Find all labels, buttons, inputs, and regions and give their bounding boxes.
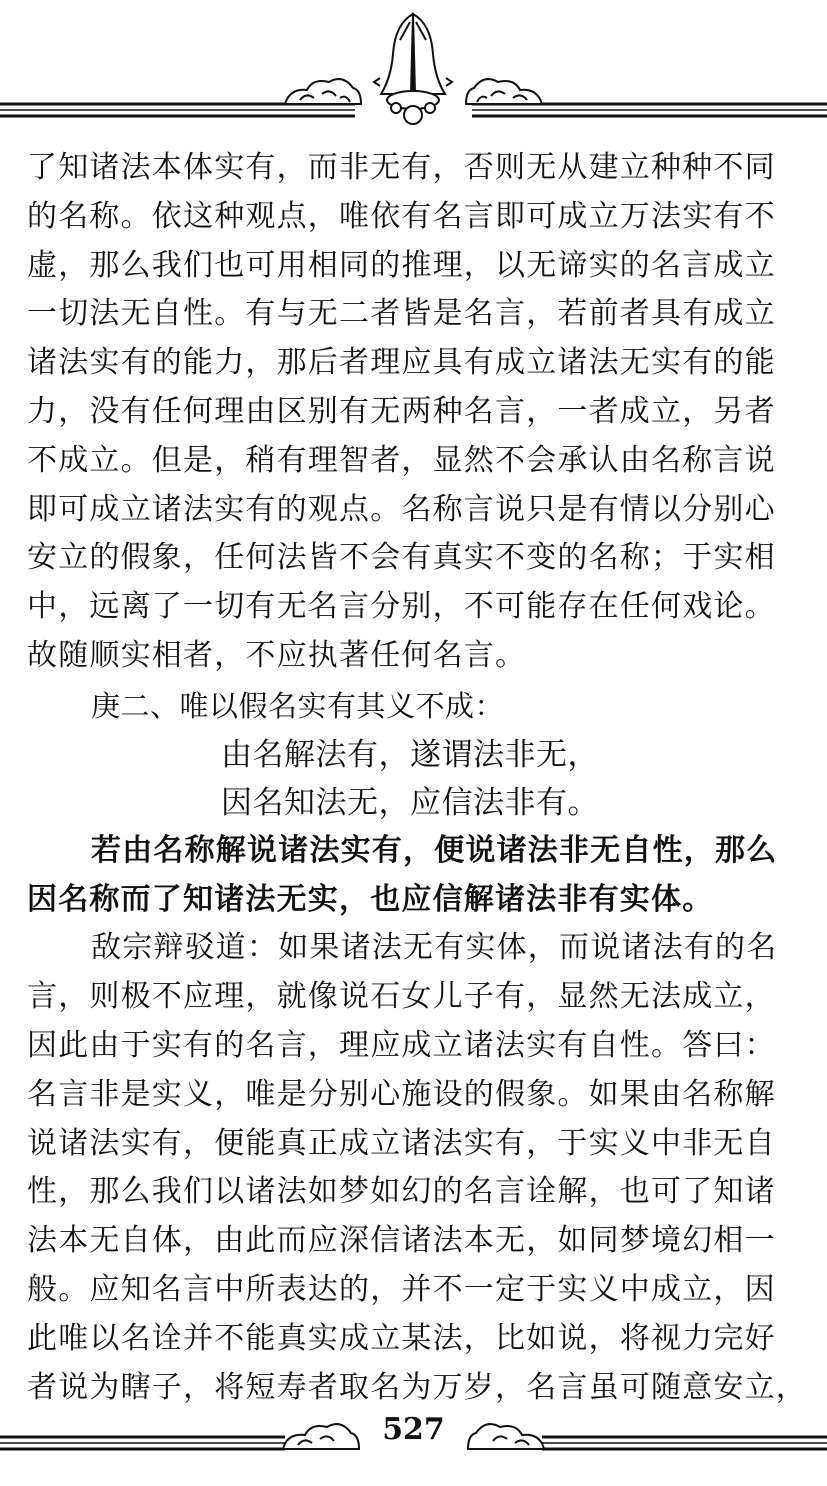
cloud-scroll-left-icon bbox=[285, 79, 361, 104]
verse-line: 由名解法有，遂谓法非无， bbox=[221, 736, 599, 773]
text-line: 性，那么我们以诸法如梦如幻的名言诠解，也可了知诸 bbox=[27, 1174, 776, 1210]
text-line: 的名称。依这种观点，唯依有名言即可成立万法实有不 bbox=[27, 198, 776, 234]
text-line: 言，则极不应理，就像说石女儿子有，显然无法成立， bbox=[27, 979, 776, 1015]
text-line: 诸法实有的能力，那后者理应具有成立诸法无实有的能 bbox=[27, 345, 776, 381]
text-line: 法本无自体，由此而应深信诸法本无，如同梦境幻相一 bbox=[27, 1223, 776, 1259]
paragraph-1 bbox=[27, 144, 817, 681]
header-ornament bbox=[0, 0, 827, 140]
text-line: 了知诸法本体实有，而非无有，否则无从建立种种不同 bbox=[27, 150, 776, 185]
text-line: 一切法无自性。有与无二者皆是名言，若前者具有成立 bbox=[27, 296, 776, 332]
text-line: 即可成立诸法实有的观点。名称言说只是有情以分别心 bbox=[27, 491, 776, 527]
text-line: 敌宗辩驳道：如果诸法无有实体，而说诸法有的名 bbox=[91, 930, 778, 966]
text-line: 虚，那么我们也可用相同的推理，以无谛实的名言成立 bbox=[27, 247, 776, 283]
section-heading: 庚二、唯以假名实有其义不成： bbox=[91, 688, 505, 723]
cloud-scroll-right-icon bbox=[466, 79, 542, 104]
commentary-line: 若由名称解说诸法实有，便说诸法非无自性，那么 bbox=[91, 832, 778, 868]
text-line: 力，没有任何理由区别有无两种名言，一者成立，另者 bbox=[27, 393, 776, 429]
text-line: 故随顺实相者，不应执著任何名言。 bbox=[27, 637, 527, 673]
verse-line: 因名知法无，应信法非有。 bbox=[221, 784, 599, 821]
text-line: 中，远离了一切有无名言分别，不可能存在任何戏论。 bbox=[27, 589, 776, 625]
text-line: 此唯以名诠并不能真实成立某法，比如说，将视力完好 bbox=[27, 1320, 776, 1356]
root-verse bbox=[27, 731, 817, 827]
text-line: 说诸法实有，便能真正成立诸法实有，于实义中非无自 bbox=[27, 1125, 776, 1161]
bold-commentary bbox=[27, 827, 817, 925]
paragraph-2 bbox=[27, 924, 817, 1412]
header-rule-right bbox=[472, 104, 827, 116]
commentary-line: 因名称而了知诸法无实，也应信解诸法非有实体。 bbox=[27, 881, 714, 917]
text-line: 般。应知名言中所表达的，并不一定于实义中成立，因 bbox=[27, 1271, 776, 1307]
text-line: 安立的假象，任何法皆不会有真实不变的名称；于实相 bbox=[27, 540, 776, 576]
page-number: 527 bbox=[382, 1412, 445, 1447]
header-rule-left bbox=[0, 104, 355, 116]
page-body bbox=[27, 144, 817, 1412]
text-line: 名言非是实义，唯是分别心施设的假象。如果由名称解 bbox=[27, 1076, 776, 1112]
text-line: 者说为瞎子，将短寿者取名为万岁，名言虽可随意安立， bbox=[27, 1369, 807, 1405]
text-line: 不成立。但是，稍有理智者，显然不会承认由名称言说 bbox=[27, 442, 776, 478]
praying-hands-icon bbox=[374, 14, 452, 124]
text-line: 因此由于实有的名言，理应成立诸法实有自性。答曰： bbox=[27, 1027, 776, 1063]
